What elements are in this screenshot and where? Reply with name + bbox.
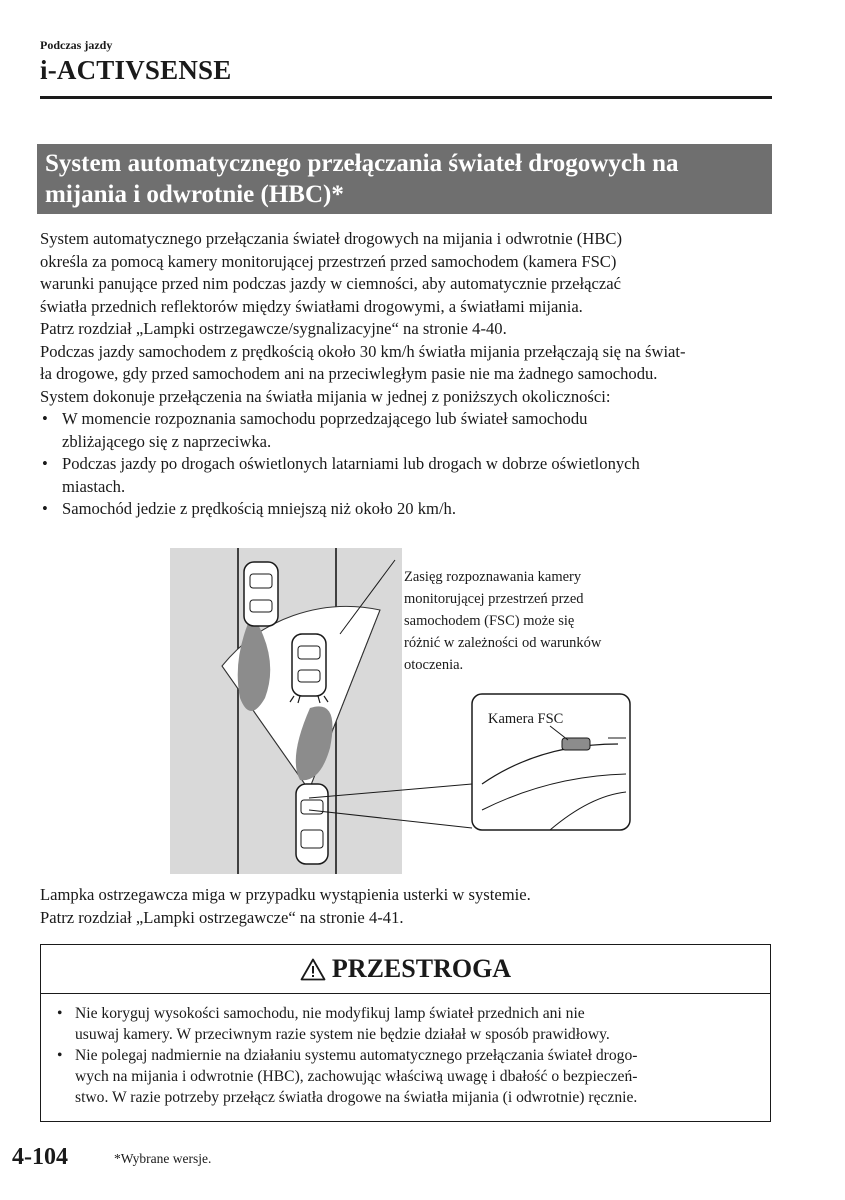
note-line: różnić w zależności od warunków (404, 635, 602, 651)
caution-box (40, 944, 771, 1122)
chapter-title: i-ACTIVSENSE (40, 55, 232, 85)
list-item-line: wych na mijania i odwrotnie (HBC), zachowując właściwą uwagę i dbałość o bezpieczeń- (75, 1068, 638, 1085)
body-line: Podczas jazdy samochodem z prędkością około 30 km/h światła mijania przełączają się na świat- (40, 341, 686, 361)
list-item-line: • Samochód jedzie z prędkością mniejszą niż około 20 km/h. (62, 499, 456, 518)
note-line: otoczenia. (404, 657, 464, 673)
reference-line: Patrz rozdział „Lampki ostrzegawcze“ na stronie 4-41. (40, 907, 404, 927)
camera-label: Kamera FSC (488, 711, 564, 727)
list-item (40, 408, 775, 453)
list-item (53, 1045, 763, 1108)
breadcrumb: Podczas jazdy (40, 38, 113, 52)
note-line: monitorującej przestrzeń przed (404, 591, 584, 607)
body-line: Lampka ostrzegawcza miga w przypadku wystąpienia usterki w systemie. (40, 885, 531, 904)
footnote: *Wybrane wersje. (114, 1151, 212, 1166)
section-heading (37, 144, 772, 214)
caution-title: PRZESTROGA (331, 954, 512, 983)
list-item-line: • Podczas jazdy po drogach oświetlonych latarniami lub drogach w dobrze oświetlonych (62, 454, 640, 473)
fsc-camera-icon (562, 738, 590, 750)
list-item-line: miastach. (62, 476, 126, 496)
caution-list (53, 1003, 763, 1108)
header-rule (40, 96, 772, 99)
body-line: System dokonuje przełączenia na światła mijania w jednej z poniższych okoliczności: (40, 386, 611, 406)
list-item-line: • Nie polegaj nadmiernie na działaniu systemu automatycznego przełączania świateł drogo- (75, 1047, 638, 1064)
page-number: 4-104 (12, 1144, 68, 1170)
note-line: Zasięg rozpoznawania kamery (404, 569, 582, 585)
oncoming-car-icon (244, 562, 278, 626)
caution-header (41, 945, 770, 994)
list-item (53, 1003, 763, 1045)
own-car-icon (296, 784, 328, 864)
warning-triangle-icon (300, 958, 326, 981)
reference-line: Patrz rozdział „Lampki ostrzegawcze/sygnalizacyjne“ na stronie 4-40. (40, 319, 507, 338)
note-line: samochodem (FSC) może się (404, 613, 575, 629)
body-line: System automatycznego przełączania świateł drogowych na mijania i odwrotnie (HBC) (40, 229, 622, 248)
list-item-line: zbliżającego się z naprzeciwka. (62, 431, 272, 451)
list-item (40, 453, 775, 498)
list-item (40, 498, 775, 521)
condition-list (40, 408, 775, 521)
warning-lamp-text (40, 884, 775, 929)
body-line: warunki panujące przed nim podczas jazdy w ciemności, aby automatycznie przełączać (40, 274, 621, 293)
body-line: światła przednich reflektorów między światłami drogowymi, a światłami mijania. (40, 296, 583, 316)
body-text (40, 228, 775, 521)
preceding-car-icon (290, 634, 328, 703)
list-item-line: stwo. W razie potrzeby przełącz światła drogowe na światła mijania (i odwrotnie) ręcznie. (75, 1089, 638, 1106)
camera-range-note (404, 566, 644, 676)
list-item-line: usuwaj kamery. W przeciwnym razie system nie będzie działał w sposób prawidłowy. (75, 1026, 610, 1043)
body-line: ła drogowe, gdy przed samochodem ani na przeciwległym pasie nie ma żadnego samochodu. (40, 364, 658, 383)
section-heading-line: System automatycznego przełączania świateł drogowych na (45, 150, 679, 177)
list-item-line: • Nie koryguj wysokości samochodu, nie modyfikuj lamp świateł przednich ani nie (75, 1005, 585, 1022)
section-heading-line: mijania i odwrotnie (HBC)* (45, 181, 344, 208)
body-line: określa za pomocą kamery monitorującej przestrzeń przed samochodem (kamera FSC) (40, 251, 617, 271)
list-item-line: • W momencie rozpoznania samochodu poprzedzającego lub świateł samochodu (62, 409, 588, 428)
